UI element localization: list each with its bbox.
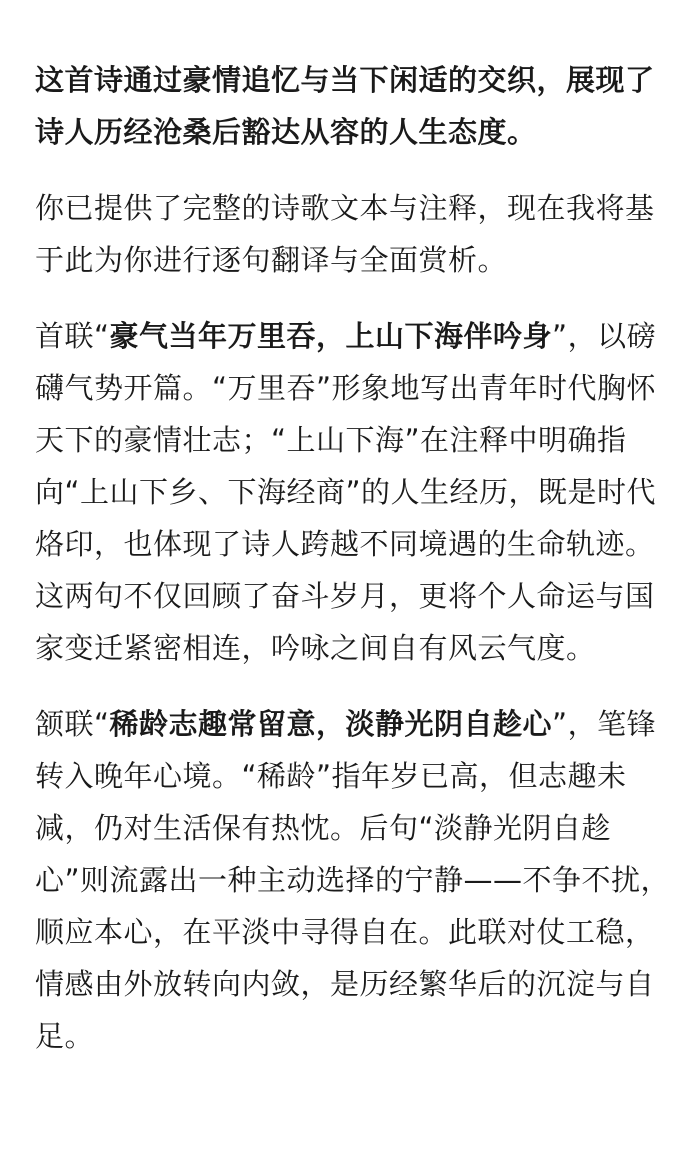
second-couplet-quote: 稀龄志趣常留意，淡静光阴自趁心 bbox=[109, 707, 553, 741]
first-couplet-quote: 豪气当年万里吞，上山下海伴吟身 bbox=[109, 319, 553, 353]
intro-paragraph: 你已提供了完整的诗歌文本与注释，现在我将基于此为你进行逐句翻译与全面赏析。 bbox=[35, 191, 655, 277]
second-couplet-paragraph bbox=[35, 698, 675, 1062]
second-couplet-prefix: 颔联“ bbox=[35, 707, 110, 741]
second-couplet-analysis: ”，笔锋转入晚年心境。“稀龄”指年岁已高，但志趣未减，仍对生活保有热忱。后句“淡静光阴自趁心”则流露出一种主动选择的宁静——不争不扰，顺应本心，在平淡中寻得自在。此联对仗工稳，情感由外放转向内敛，是历经繁华后的沉淀与自足。 bbox=[35, 707, 671, 1053]
first-couplet-prefix: 首联“ bbox=[35, 319, 110, 353]
first-couplet-analysis: ”，以磅礴气势开篇。“万里吞”形象地写出青年时代胸怀天下的豪情壮志；“上山下海”在注释中明确指向“上山下乡、下海经商”的人生经历，既是时代烙印，也体现了诗人跨越不同境遇的生命轨迹。这两句不仅回顾了奋斗岁月，更将个人命运与国家变迁紧密相连，吟咏之间自有风云气度。 bbox=[35, 319, 657, 665]
first-couplet-paragraph bbox=[35, 310, 675, 674]
cut-off-previous-line bbox=[28, 0, 308, 14]
summary-paragraph: 这首诗通过豪情追忆与当下闲适的交织，展现了诗人历经沧桑后豁达从容的人生态度。 bbox=[35, 63, 655, 149]
article-body bbox=[35, 54, 675, 1086]
